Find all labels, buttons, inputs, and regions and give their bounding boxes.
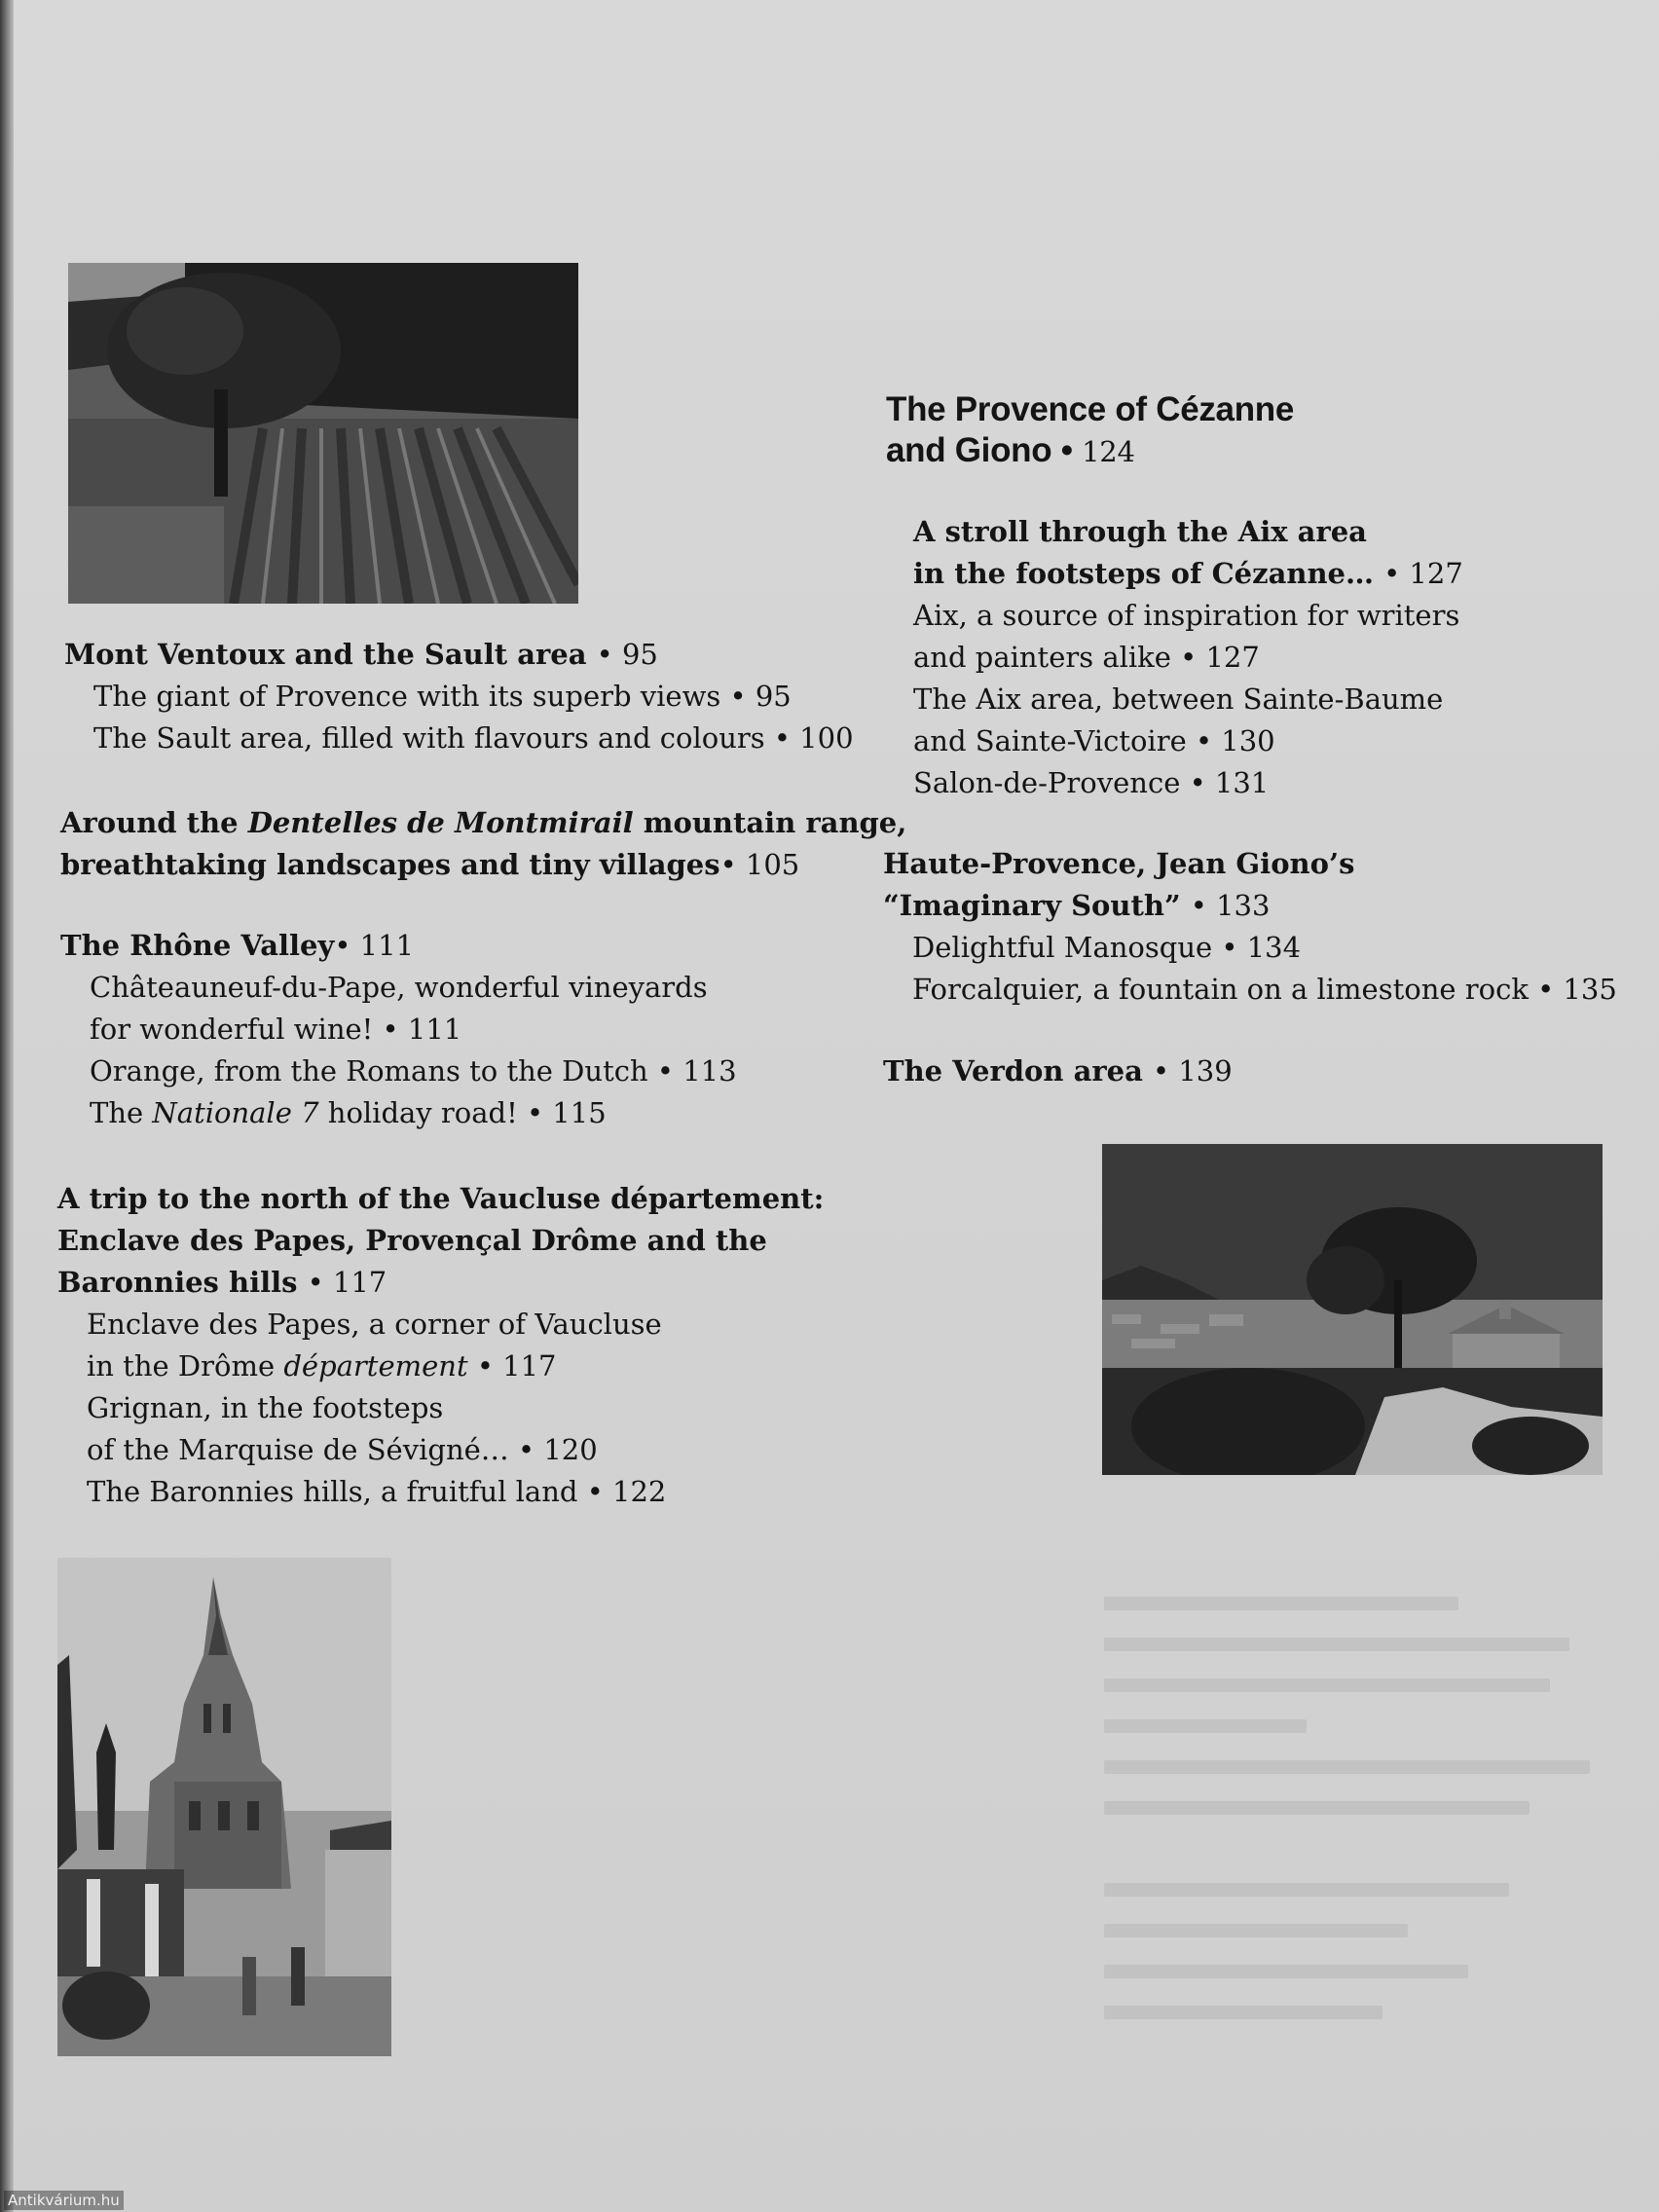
toc-main-title: Around the Dentelles de Montmirail mountain range, <box>60 806 907 839</box>
toc-sub-entry: Delightful Manosque • 134 <box>912 931 1302 964</box>
toc-main-title: Enclave des Papes, Provençal Drôme and the <box>57 1224 767 1257</box>
page-number: • 111 <box>382 1013 462 1046</box>
toc-sub-entry: Châteauneuf-du-Pape, wonderful vineyards <box>90 971 708 1004</box>
toc-sub-entry: The giant of Provence with its superb views • 95 <box>93 680 792 713</box>
toc-main-title: The Verdon area • 139 <box>883 1054 1233 1088</box>
toc-section-cezanne-giono <box>886 389 1294 472</box>
toc-sub-entry: Forcalquier, a fountain on a limestone rock • 135 <box>912 973 1617 1006</box>
toc-sub-entry: The Aix area, between Sainte-Baume <box>913 682 1444 716</box>
bleed-through-text <box>1104 1597 1610 2142</box>
toc-sub-entry: Grignan, in the footsteps <box>87 1391 444 1424</box>
toc-main-title: breathtaking landscapes and tiny villages• 105 <box>60 848 800 881</box>
toc-entry-aix <box>913 511 1463 804</box>
toc-entry-haute-provence <box>883 843 1617 1011</box>
toc-entry-verdon <box>883 1051 1233 1092</box>
toc-main-title: Haute-Provence, Jean Giono’s <box>883 847 1355 880</box>
photo-hilltop-chapel <box>1102 1144 1603 1475</box>
page-number: • 139 <box>1153 1054 1233 1088</box>
toc-entry-mont-ventoux <box>64 634 854 759</box>
book-spine-shadow <box>0 0 14 2212</box>
page-number: • 135 <box>1537 973 1617 1006</box>
page-number: • 105 <box>719 848 800 881</box>
toc-sub-entry: Salon-de-Provence • 131 <box>913 766 1270 799</box>
toc-sub-entry: Orange, from the Romans to the Dutch • 113 <box>90 1054 737 1088</box>
toc-sub-entry: in the footsteps of Cézanne… • 127 <box>913 557 1463 590</box>
page-number: • 127 <box>1180 641 1260 674</box>
page-number: 124 <box>1082 435 1135 468</box>
toc-sub-entry: Enclave des Papes, a corner of Vaucluse <box>87 1308 662 1341</box>
watermark: Antikvárium.hu <box>4 2191 124 2210</box>
toc-main-title: “Imaginary South” • 133 <box>883 889 1271 922</box>
toc-sub-entry: The Nationale 7 holiday road! • 115 <box>90 1096 607 1129</box>
book-page <box>14 0 1659 2212</box>
page-number: • 111 <box>334 929 415 962</box>
toc-main-title: A trip to the north of the Vaucluse département: <box>57 1182 825 1215</box>
toc-entry-rhone <box>60 925 737 1134</box>
page-number: • 130 <box>1195 724 1275 757</box>
page-number: • 95 <box>729 680 792 713</box>
toc-sub-entry: The Baronnies hills, a fruitful land • 122 <box>87 1475 667 1508</box>
section-heading: The Provence of Cézanne <box>886 390 1295 428</box>
toc-main-title: Baronnies hills • 117 <box>57 1266 387 1299</box>
page-number: • 120 <box>518 1433 598 1466</box>
page-number: • 117 <box>307 1266 387 1299</box>
page-number: • 100 <box>773 721 854 755</box>
toc-entry-dentelles <box>60 802 906 886</box>
page-number: • 131 <box>1189 766 1270 799</box>
toc-main-title: Mont Ventoux and the Sault area • 95 <box>64 638 658 671</box>
toc-sub-entry: A stroll through the Aix area <box>913 515 1367 548</box>
page-number: • 115 <box>526 1096 607 1129</box>
toc-sub-entry: The Sault area, filled with flavours and colours • 100 <box>93 721 854 755</box>
photo-lavender-field <box>68 263 578 604</box>
page-number: • 122 <box>586 1475 667 1508</box>
page-number: • 117 <box>476 1349 557 1382</box>
section-heading: and Giono • 124 <box>886 431 1135 469</box>
toc-main-title: The Rhône Valley• 111 <box>60 929 415 962</box>
toc-sub-entry: and Sainte-Victoire • 130 <box>913 724 1275 757</box>
page-number: • 113 <box>656 1054 737 1088</box>
page-number: • 95 <box>596 638 658 671</box>
photo-chapel-tower <box>57 1558 391 2056</box>
toc-sub-entry: and painters alike • 127 <box>913 641 1260 674</box>
page-number: • 133 <box>1190 889 1271 922</box>
toc-entry-vaucluse <box>57 1178 824 1513</box>
page-number: • 134 <box>1221 931 1302 964</box>
toc-sub-entry: Aix, a source of inspiration for writers <box>913 599 1460 632</box>
toc-sub-entry: for wonderful wine! • 111 <box>90 1013 462 1046</box>
toc-sub-entry: of the Marquise de Sévigné… • 120 <box>87 1433 598 1466</box>
toc-sub-entry: in the Drôme département • 117 <box>87 1349 557 1382</box>
page-number: • 127 <box>1383 557 1463 590</box>
